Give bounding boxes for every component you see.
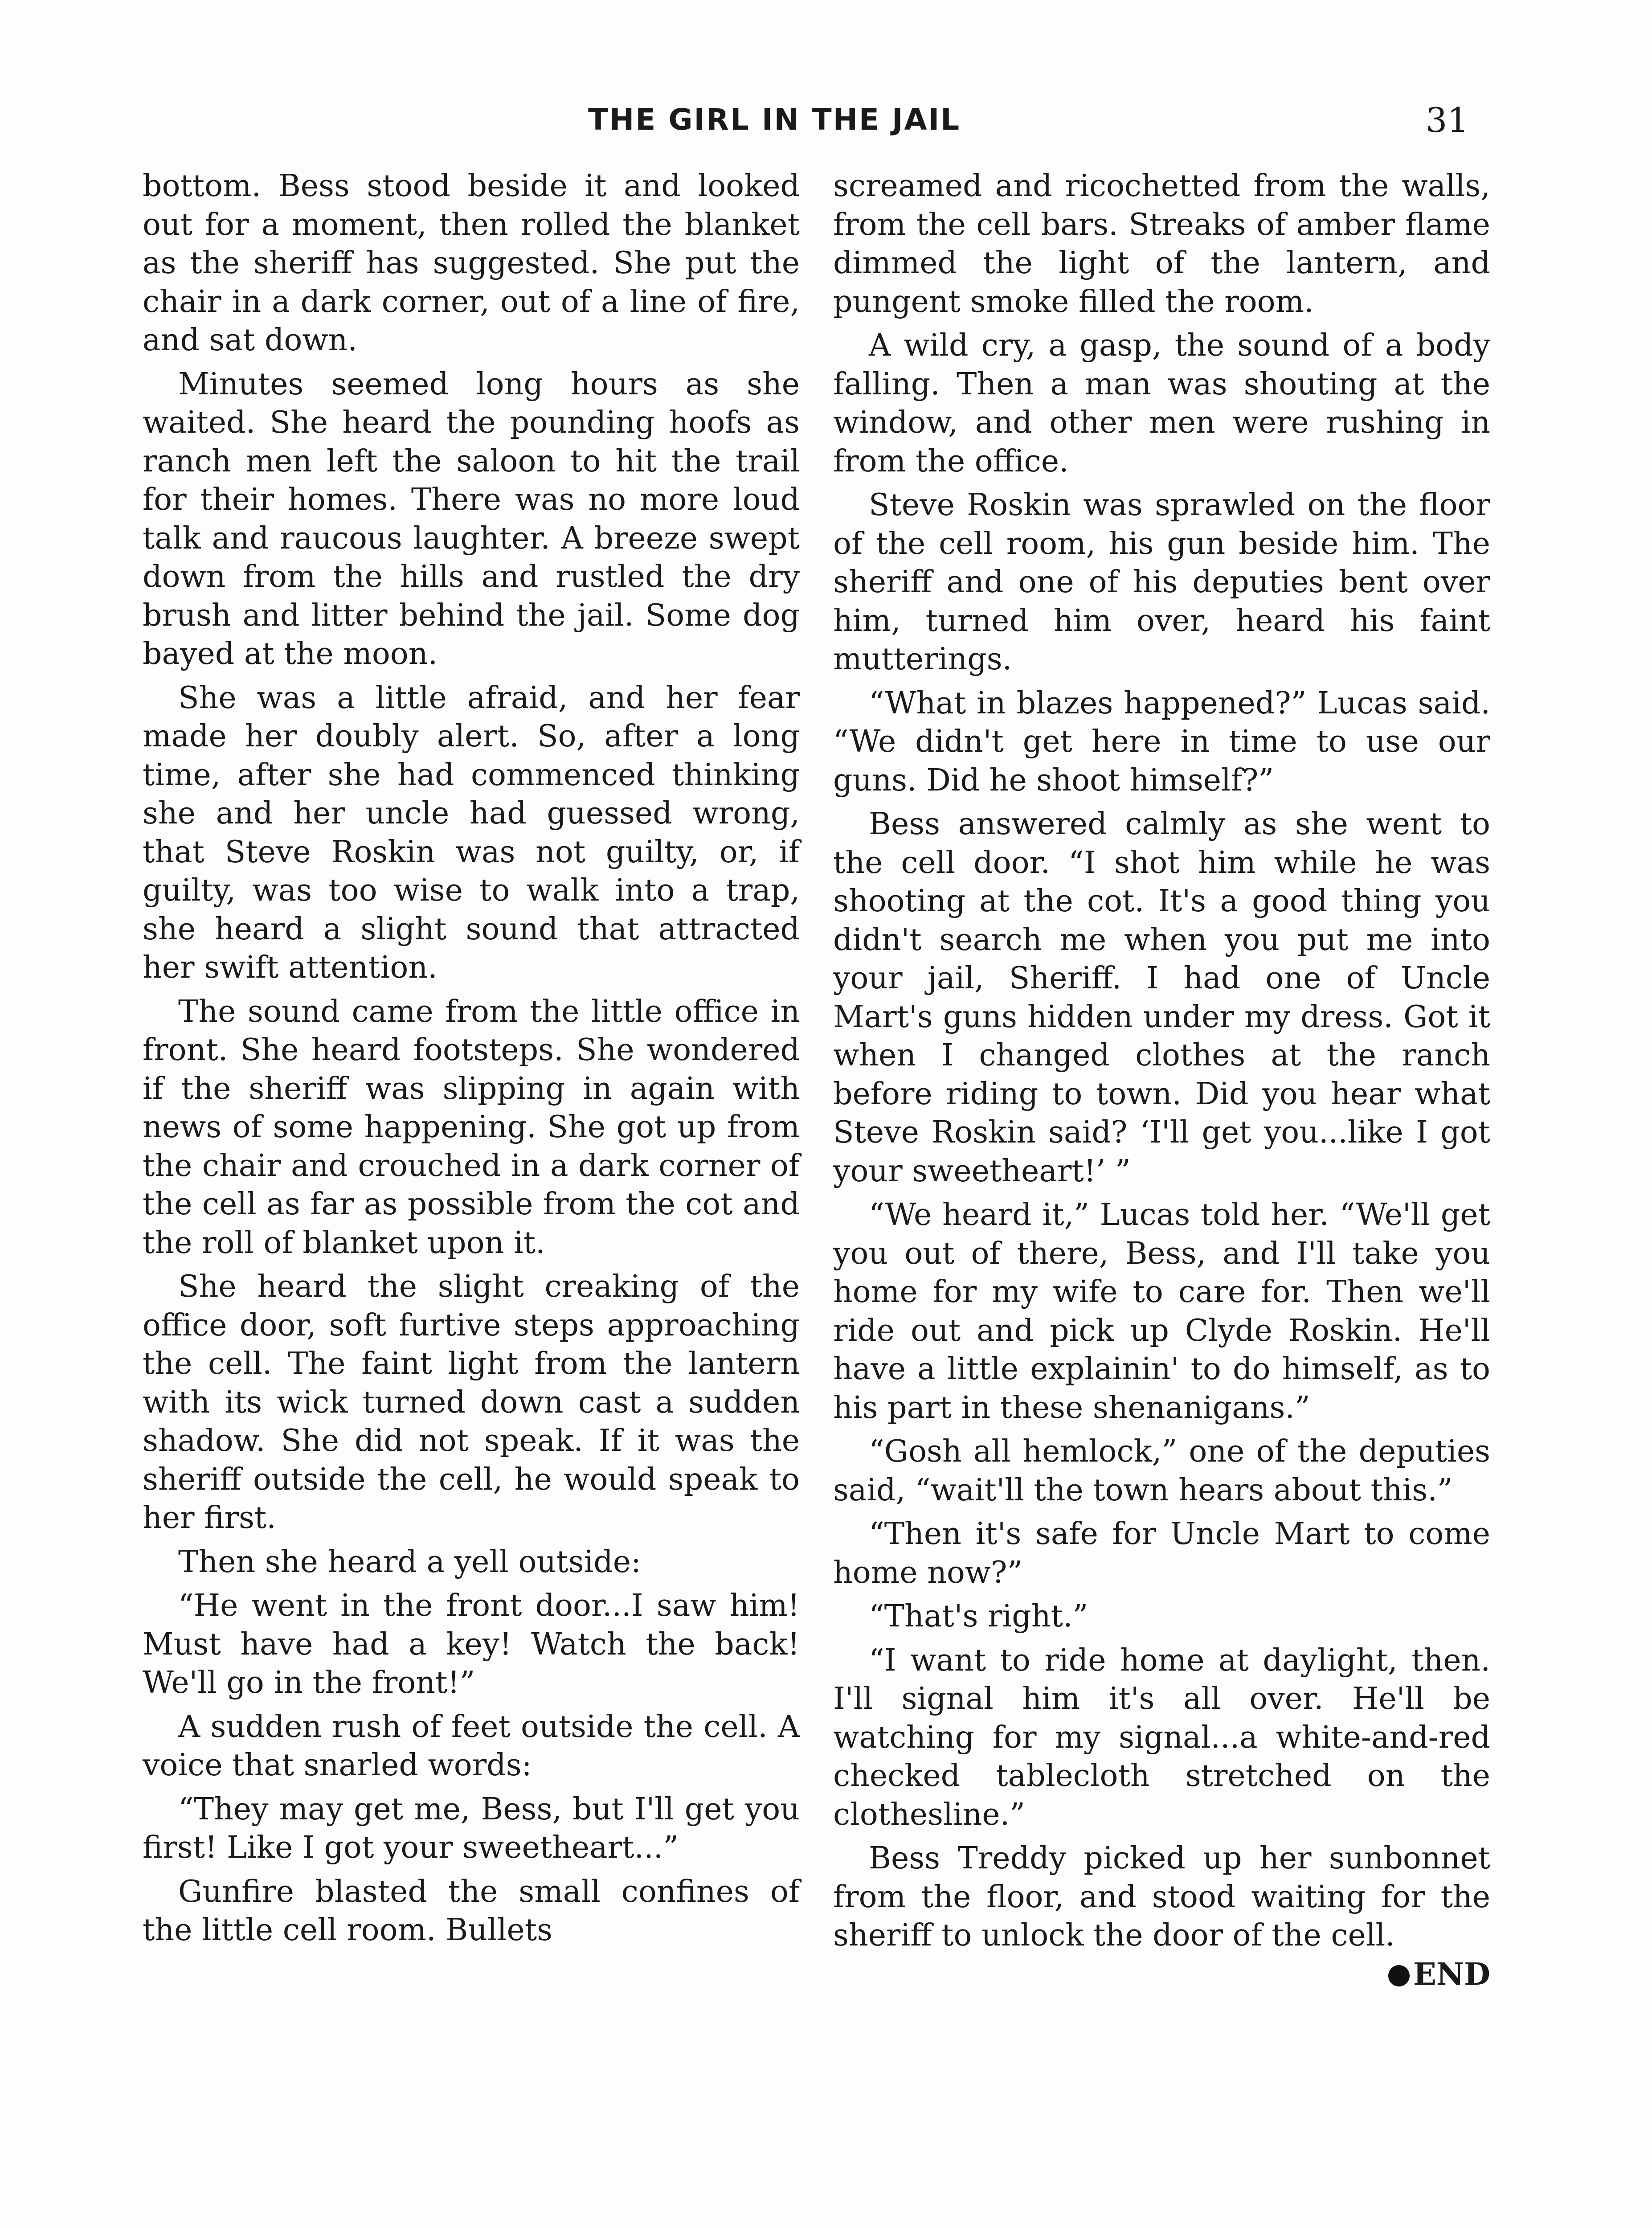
last-paragraph-text: Bess Treddy picked up her sunbonnet from the floor, and stood waiting for the sheriff to unlock the door of the cell. [833,1841,1490,1953]
paragraph: “Then it's safe for Uncle Mart to come home now?” [833,1516,1490,1590]
paragraph: She heard the slight creaking of the office door, soft furtive steps approaching the cell. The faint light from the lantern with its wick turned down cast a sudden shadow. She did not speak. If it was the sheriff outside the cell, he would speak to her first. [143,1269,800,1536]
page-number: 31 [1426,100,1469,140]
paragraph: “They may get me, Bess, but I'll get you first! Like I got your sweetheart...” [143,1791,800,1865]
paragraph-last [833,1839,1490,1992]
paragraph: “That's right.” [869,1599,1088,1634]
paragraph: “I want to ride home at daylight, then. I'll signal him it's all over. He'll be watching for my signal...a white-and-red checked tablecloth stretched on the clothesline.” [833,1642,1490,1832]
paragraph: “We heard it,” Lucas told her. “We'll get you out of there, Bess, and I'll take you home for my wife to care for. Then we'll ride out and pick up Clyde Roskin. He'll have a little explainin' to do himself, as to his part in these shenanigans.” [833,1197,1490,1425]
paragraph: Minutes seemed long hours as she waited. She heard the pounding hoofs as ranch men left the saloon to hit the trail for their homes. There was no more loud talk and raucous laughter. A breeze swept down from the hills and rustled the dry brush and litter behind the jail. Some dog bayed at the moon. [143,366,800,672]
paragraph: screamed and ricochetted from the walls, from the cell bars. Streaks of amber flame dimmed the light of the lantern, and pungent smoke filled the room. [833,168,1490,319]
paragraph: “Gosh all hemlock,” one of the deputies said, “wait'll the town hears about this.” [833,1434,1490,1508]
paragraph: Then she heard a yell outside: [178,1544,641,1580]
paragraph: She was a little afraid, and her fear made her doubly alert. So, after a long time, after she had commenced thinking she and her uncle had guessed wrong, that Steve Roskin was not guilty, or, if guilty, was too wise to walk into a trap, she heard a slight sound that attracted her swift attention. [143,680,800,985]
end-mark [1353,1955,1490,1994]
paragraph: “What in blazes happened?” Lucas said. “We didn't get here in time to use our guns. Did he shoot himself?” [833,685,1490,798]
paragraph: A wild cry, a gasp, the sound of a body falling. Then a man was shouting at the window, and other men were rushing in from the office. [833,328,1490,479]
paragraph: “He went in the front door...I saw him! Must have had a key! Watch the back! We'll go in the front!” [143,1588,800,1700]
paragraph: A sudden rush of feet outside the cell. A voice that snarled words: [143,1709,800,1783]
paragraph: bottom. Bess stood beside it and looked out for a moment, then rolled the blanket as the sheriff has suggested. She put the chair in a dark corner, out of a line of fire, and sat down. [143,168,800,358]
right-text-column [833,167,1490,1994]
end-dot-icon [1388,1965,1410,1986]
paragraph: Bess answered calmly as she went to the cell door. “I shot him while he was shooting at the cot. It's a good thing you didn't search me when you put me into your jail, Sheriff. I had one of Uncle Mart's guns hidden under my dress. Got it when I changed clothes at the ranch before riding to town. Did you hear what Steve Roskin said? ‘I'll get you...like I got your sweetheart!’ ” [833,807,1490,1189]
left-text-column [143,167,800,1955]
paragraph: Gunfire blasted the small confines of the little cell room. Bullets [143,1874,800,1948]
paragraph: The sound came from the little office in front. She heard footsteps. She wondered if the sheriff was slipping in again with news of some happening. She got up from the chair and crouched in a dark corner of the cell as far as possible from the cot and the roll of blanket upon it. [143,994,800,1261]
running-header: THE GIRL IN THE JAIL [588,102,961,137]
end-label: END [1413,1956,1490,1992]
paragraph: Steve Roskin was sprawled on the floor of the cell room, his gun beside him. The sheriff and one of his deputies bent over him, turned him over, heard his faint mutterings. [833,487,1490,677]
western-town-sketch-icon [330,2183,1265,2228]
